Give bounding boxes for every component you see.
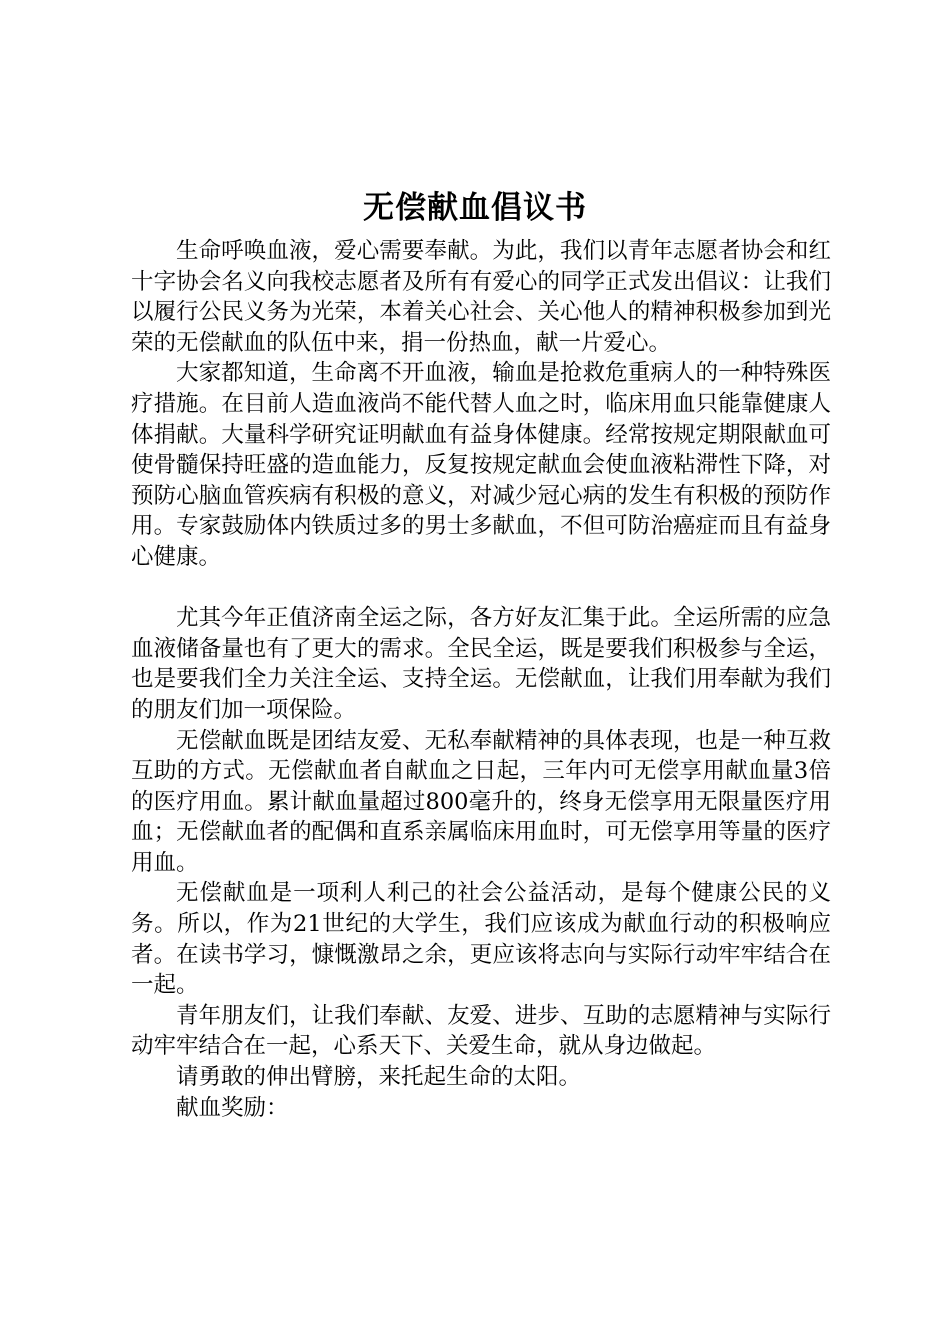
paragraph-call-to-action: 青年朋友们，让我们奉献、友爱、进步、互助的志愿精神与实际行动牢牢结合在一起，心系天下、关爱生命，就从身边做起。 — [131, 1002, 831, 1060]
paragraph-national-games: 尤其今年正值济南全运之际，各方好友汇集于此。全运所需的应急血液储备量也有了更大的需求。全民全运，既是要我们积极参与全运，也是要我们全力关注全运、支持全运。无偿献血，让我们用奉献为我们的朋友们加一项保险。 — [131, 605, 831, 723]
paragraph-civic-duty: 无偿献血是一项利人利己的社会公益活动，是每个健康公民的义务。所以，作为21世纪的大学生，我们应该成为献血行动的积极响应者。在读书学习，慷慨激昂之余，更应该将志向与实际行动牢牢结合在一起。 — [131, 880, 831, 999]
paragraph-closing: 请勇敢的伸出臂膀，来托起生命的太阳。 — [176, 1064, 582, 1091]
paragraph-mutual-aid: 无偿献血既是团结友爱、无私奉献精神的具体表现，也是一种互救互助的方式。无偿献血者自献血之日起，三年内可无偿享用献血量3倍的医疗用血。累计献血量超过800毫升的，终身无偿享用无限量医疗用血；无偿献血者的配偶和直系亲属临床用血时，可无偿享用等量的医疗用血。 — [131, 727, 831, 876]
paragraph-rewards-heading: 献血奖励： — [176, 1094, 289, 1121]
document-body — [131, 236, 831, 1123]
paragraph-appeal: 生命呼唤血液，爱心需要奉献。为此，我们以青年志愿者协会和红十字协会名义向我校志愿者及所有有爱心的同学正式发出倡议：让我们以履行公民义务为光荣，本着关心社会、关心他人的精神积极参加到光荣的无偿献血的队伍中来，捐一份热血，献一片爱心。 — [131, 238, 831, 356]
document-title: 无偿献血倡议书 — [363, 190, 587, 226]
paragraph-health-benefits: 大家都知道，生命离不开血液，输血是抢救危重病人的一种特殊医疗措施。在目前人造血液尚不能代替人血之时，临床用血只能靠健康人体捐献。大量科学研究证明献血有益身体健康。经常按规定期限献血可使骨髓保持旺盛的造血能力，反复按规定献血会使血液粘滞性下降，对预防心脑血管疾病有积极的意义，对减少冠心病的发生有积极的预防作用。专家鼓励体内铁质过多的男士多献血，不但可防治癌症而且有益身心健康。 — [131, 360, 831, 570]
